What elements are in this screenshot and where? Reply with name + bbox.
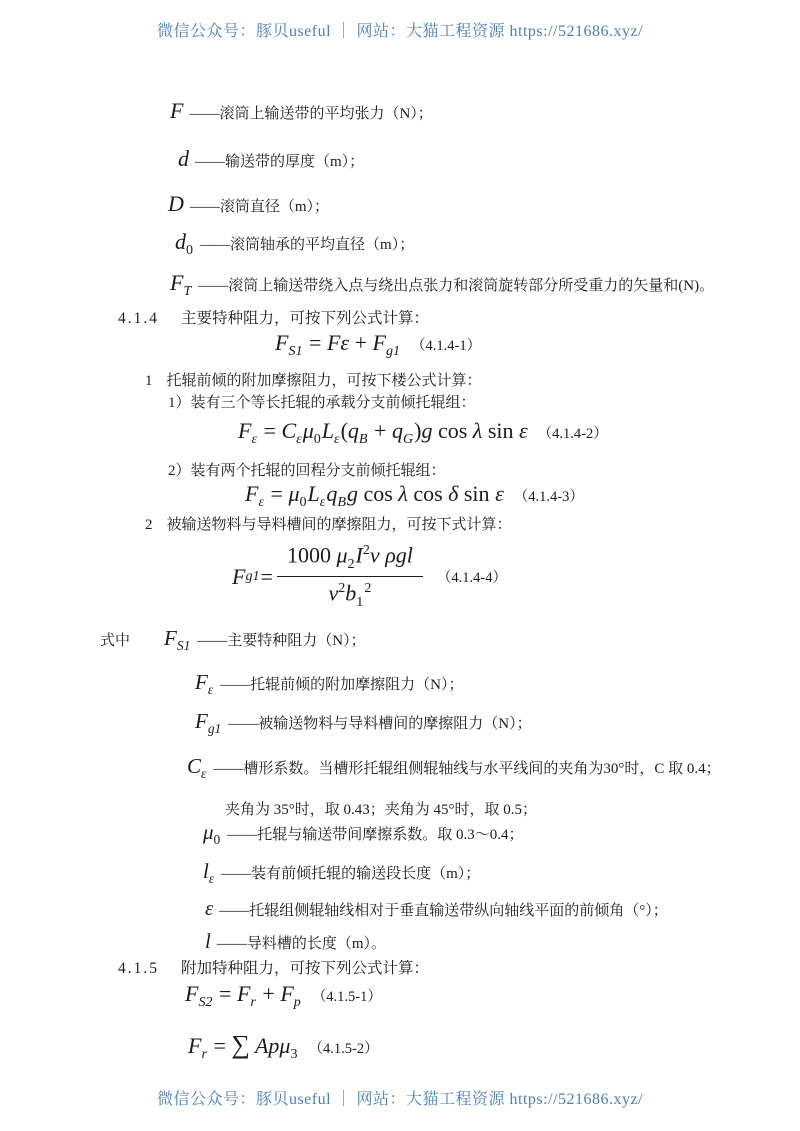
item-text: 2）装有两个托辊的回程分支前倾托辊组： (168, 463, 446, 479)
formula-4.1.4-1 (275, 330, 481, 360)
equation (232, 542, 427, 611)
definition-text: ——被输送物料与导料槽间的摩擦阻力（N）； (228, 716, 532, 732)
where-row (203, 822, 524, 847)
math-token: L (307, 481, 320, 506)
math-token: F (245, 481, 259, 506)
formula-4.1.5-1 (185, 981, 382, 1011)
math-token: ) (414, 418, 422, 443)
list-item-1-2 (168, 459, 446, 480)
math-token: ε (334, 431, 340, 448)
math-token: p (293, 994, 301, 1011)
math-symbol-D (168, 193, 184, 215)
math-token: = (207, 1033, 232, 1058)
definition-row (170, 100, 433, 123)
math-symbol-Fg1 (195, 711, 222, 736)
definition-text: ——槽形系数。当槽形托辊组侧辊轴线与水平线间的夹角为30°时，C 取 0.4； (213, 761, 721, 777)
math-token: b (345, 580, 357, 606)
math-symbol-Fe (195, 672, 214, 697)
definition-text: ——托辊前倾的附加摩擦阻力（N）； (220, 677, 464, 693)
math-token: ε (207, 682, 214, 698)
section-number: 4.1.5 (118, 960, 159, 977)
list-item-1 (145, 369, 482, 390)
math-token: ε (205, 896, 214, 920)
math-token: ( (340, 418, 348, 443)
math-symbol-le (203, 861, 215, 886)
section-heading-4.1.4 (118, 306, 429, 328)
math-token: A (249, 1033, 269, 1058)
math-token: λ (398, 481, 408, 506)
math-token: F (275, 330, 289, 355)
where-row (195, 711, 532, 736)
equation-number: （4.1.4-1） (411, 338, 482, 354)
equation-number: （4.1.4-2） (537, 426, 608, 442)
math-token: v (328, 580, 339, 606)
math-token: F (372, 330, 386, 355)
definition-text: ——导料槽的长度（m）。 (216, 936, 387, 952)
math-token: F (164, 626, 177, 650)
math-token: q (391, 418, 403, 443)
math-token: F (232, 563, 246, 589)
math-token: q (347, 418, 359, 443)
math-token: 0 (213, 832, 221, 848)
equation-number: （4.1.5-1） (311, 989, 382, 1005)
math-token: p (268, 1033, 280, 1058)
list-item-2 (145, 513, 512, 534)
where-row (195, 672, 463, 697)
math-token: = (265, 481, 289, 506)
equation-number: （4.1.4-4） (436, 570, 507, 587)
math-token: sin (458, 481, 496, 506)
math-token: cos (357, 481, 399, 506)
math-token: T (183, 283, 192, 300)
math-token: ρ (379, 542, 396, 568)
math-token: + (368, 418, 392, 443)
item-number: 2 (145, 517, 153, 533)
definition-text: ——滚筒直径（m）； (189, 199, 330, 215)
math-token: d (178, 146, 189, 171)
math-token: 2 (338, 580, 346, 597)
math-token: = (260, 563, 273, 589)
math-token: cos (407, 481, 449, 506)
math-token: g (346, 481, 358, 506)
math-token (277, 542, 423, 611)
math-token: ε (251, 431, 258, 448)
math-symbol-l (205, 931, 211, 952)
math-token: F (326, 330, 341, 355)
definition-text: ——输送带的厚度（m）； (195, 154, 365, 170)
equation (188, 1030, 299, 1063)
definition-text: ——托辊与输送带间摩擦系数。取 0.3～0.4； (227, 827, 524, 843)
math-token: q (326, 481, 338, 506)
math-token: ε (201, 766, 207, 782)
math-token: 1000 (286, 542, 337, 568)
math-token: I (355, 542, 363, 568)
math-token: g1 (385, 343, 401, 360)
math-token: λ (472, 418, 483, 443)
math-symbol-d0 (175, 231, 194, 257)
definition-text: 夹角为 35°时，取 0.43；夹角为 45°时，取 0.5； (225, 802, 537, 818)
math-token: μ (203, 820, 214, 844)
math-token: g (395, 542, 407, 568)
math-token: μ (288, 481, 300, 506)
math-token: v (369, 542, 380, 568)
math-symbol-Ce (187, 756, 207, 781)
item-text: 被输送物料与导料槽间的摩擦阻力，可按下式计算： (166, 517, 512, 533)
definition-row (170, 272, 714, 298)
equation-number: （4.1.4-3） (513, 489, 584, 505)
math-token: F (195, 709, 208, 733)
math-token: F (170, 98, 184, 123)
section-heading-4.1.5 (118, 956, 429, 978)
item-text: 1）装有三个等长托辊的承载分支前倾托辊组： (168, 395, 476, 411)
math-token: = (213, 981, 237, 1006)
definition-row (175, 231, 414, 257)
math-token: 1 (356, 594, 364, 611)
math-token: μ (279, 1033, 291, 1058)
math-symbol-FS1 (164, 628, 191, 653)
math-token: 0 (299, 494, 307, 511)
formula-4.1.4-3 (245, 481, 584, 511)
equation (238, 418, 528, 448)
math-token: = (303, 330, 327, 355)
math-token: S2 (198, 994, 213, 1011)
equation-number: （4.1.5-2） (308, 1041, 379, 1057)
math-token: 2 (347, 556, 355, 573)
math-token: l (205, 929, 211, 953)
where-row (205, 898, 668, 920)
where-row (205, 931, 386, 953)
math-token: D (168, 191, 184, 216)
math-token: F (280, 981, 294, 1006)
math-token: l (406, 542, 413, 568)
math-token: 0 (186, 242, 194, 259)
math-token: G (402, 431, 414, 448)
math-token: F (236, 981, 251, 1006)
where-row (100, 628, 366, 653)
math-token: 0 (313, 431, 321, 448)
math-token: + (349, 330, 373, 355)
where-row (203, 861, 480, 886)
definition-row (178, 148, 364, 171)
math-token: ε (495, 481, 504, 506)
list-item-1-1 (168, 391, 476, 412)
header-banner: 微信公众号：豚贝useful ｜ 网站：大猫工程资源 https://521686.xyz/ (156, 23, 644, 40)
math-token: g (421, 418, 433, 443)
math-token: C (187, 754, 202, 778)
math-token: ε (296, 431, 302, 448)
math-token: F (185, 981, 199, 1006)
equation (185, 981, 302, 1011)
definition-text: ——滚筒上输送带的平均张力（N）； (189, 106, 433, 122)
math-token: g1 (245, 568, 260, 585)
math-token: μ (336, 542, 348, 568)
definition-text: ——托辊组侧辊轴线相对于垂直输送带纵向轴线平面的前倾角（°）； (219, 903, 668, 919)
math-token: S1 (288, 343, 303, 360)
math-token: δ (448, 481, 459, 506)
section-title: 附加特种阻力，可按下列公式计算： (181, 960, 430, 977)
definition-text: ——滚筒轴承的平均直径（m）； (200, 237, 415, 253)
math-token: d (175, 229, 186, 254)
definition-row (168, 193, 329, 216)
math-token: ε (340, 330, 350, 355)
math-token: ∑ (231, 1030, 250, 1059)
equation (245, 481, 504, 511)
continuation-line (225, 798, 537, 819)
math-token: C (281, 418, 297, 443)
math-token: 3 (290, 1046, 298, 1063)
section-number: 4.1.4 (118, 310, 159, 327)
math-token: sin (482, 418, 519, 443)
item-number: 1 (145, 373, 153, 389)
math-token: ε (208, 871, 215, 887)
math-token: ε (258, 494, 265, 511)
definition-text: ——滚筒上输送带绕入点与绕出点张力和滚筒旋转部分所受重力的矢量和(N)。 (198, 278, 715, 294)
item-text: 托辊前倾的附加摩擦阻力，可按下楼公式计算： (166, 373, 482, 389)
definition-text: ——主要特种阻力（N）； (197, 633, 366, 649)
formula-4.1.4-2 (238, 418, 608, 448)
math-token: μ (302, 418, 314, 443)
math-token: r (201, 1046, 207, 1063)
math-token: = (258, 418, 282, 443)
section-title: 主要特种阻力，可按下列公式计算： (181, 310, 430, 327)
math-token: + (256, 981, 281, 1006)
math-token: F (170, 270, 184, 295)
math-token: ε (519, 418, 528, 443)
math-token: 2 (364, 580, 372, 597)
math-token: B (358, 431, 368, 448)
math-token: F (188, 1033, 202, 1058)
math-token: F (238, 418, 252, 443)
formula-4.1.4-4 (232, 542, 507, 611)
math-token: ε (319, 494, 326, 511)
math-token: cos (432, 418, 473, 443)
math-symbol-d (178, 148, 189, 170)
math-token: r (250, 994, 256, 1011)
math-token: F (195, 670, 208, 694)
definition-text: ——装有前倾托辊的输送段长度（m）； (221, 866, 481, 882)
formula-4.1.5-2 (188, 1030, 379, 1063)
math-token: 2 (362, 542, 370, 558)
where-row (187, 756, 721, 781)
where-label: 式中 (100, 633, 131, 649)
footer-banner: 微信公众号：豚贝useful ｜ 网站：大猫工程资源 https://521686.xyz/ (156, 1091, 644, 1108)
math-symbol-F (170, 100, 183, 122)
math-symbol-epsilon (205, 898, 213, 919)
equation (275, 330, 401, 360)
math-symbol-mu0 (203, 822, 221, 847)
math-token: l (203, 859, 209, 883)
math-token: L (321, 418, 335, 443)
math-token: B (337, 494, 346, 511)
math-token: S1 (176, 638, 191, 654)
math-token: g1 (207, 721, 222, 737)
math-symbol-FT (170, 272, 192, 298)
